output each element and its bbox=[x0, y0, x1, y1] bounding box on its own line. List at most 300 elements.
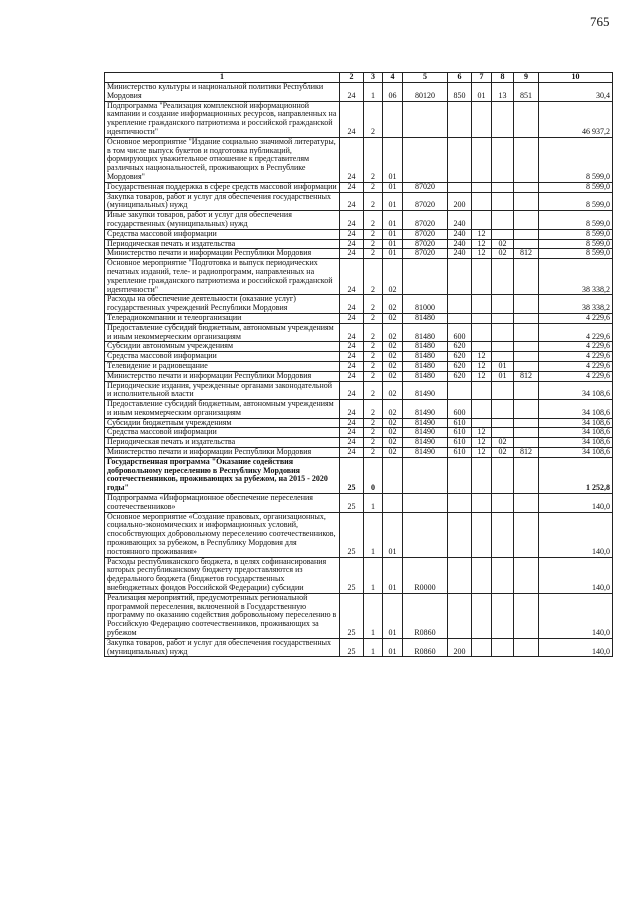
amount-cell: 8 599,0 bbox=[539, 249, 613, 259]
code-cell bbox=[472, 101, 492, 137]
code-cell: 2 bbox=[364, 239, 383, 249]
row-name-cell: Периодическая печать и издательства bbox=[105, 438, 340, 448]
code-cell: 2 bbox=[364, 211, 383, 230]
row-name-cell: Закупка товаров, работ и услуг для обеспечения государственных (муниципальных) нужд bbox=[105, 638, 340, 657]
code-cell bbox=[448, 512, 472, 557]
code-cell: 12 bbox=[472, 361, 492, 371]
code-cell: 850 bbox=[448, 83, 472, 102]
code-cell bbox=[514, 137, 539, 182]
code-cell: 12 bbox=[472, 249, 492, 259]
column-header: 9 bbox=[514, 73, 539, 83]
code-cell: 600 bbox=[448, 400, 472, 419]
row-name-cell: Субсидии автономным учреждениям bbox=[105, 342, 340, 352]
code-cell: 81480 bbox=[403, 323, 448, 342]
row-name-cell: Основное мероприятие "Подготовка и выпуск периодических печатных изданий, теле- и радиопрограмм, направленных на укрепление гражданского патриотизма и российской гражданской идентичности" bbox=[105, 259, 340, 295]
code-cell bbox=[492, 259, 514, 295]
code-cell bbox=[448, 295, 472, 314]
code-cell: 2 bbox=[364, 381, 383, 400]
code-cell: 1 bbox=[364, 557, 383, 593]
code-cell bbox=[514, 381, 539, 400]
code-cell: 01 bbox=[492, 371, 514, 381]
amount-cell: 34 108,6 bbox=[539, 400, 613, 419]
code-cell: 620 bbox=[448, 342, 472, 352]
code-cell bbox=[514, 418, 539, 428]
code-cell: 87020 bbox=[403, 229, 448, 239]
code-cell: 02 bbox=[383, 448, 403, 458]
amount-cell: 30,4 bbox=[539, 83, 613, 102]
table-row bbox=[105, 313, 613, 323]
column-header: 1 bbox=[105, 73, 340, 83]
code-cell bbox=[514, 229, 539, 239]
code-cell: 24 bbox=[340, 295, 364, 314]
code-cell: 200 bbox=[448, 638, 472, 657]
code-cell: 24 bbox=[340, 352, 364, 362]
code-cell: 24 bbox=[340, 239, 364, 249]
code-cell bbox=[472, 557, 492, 593]
code-cell bbox=[514, 557, 539, 593]
row-name-cell: Телерадиокомпании и телеорганизации bbox=[105, 313, 340, 323]
table-row bbox=[105, 211, 613, 230]
code-cell: 2 bbox=[364, 448, 383, 458]
code-cell: 02 bbox=[383, 400, 403, 419]
code-cell: 02 bbox=[492, 249, 514, 259]
amount-cell: 34 108,6 bbox=[539, 448, 613, 458]
code-cell bbox=[492, 101, 514, 137]
row-name-cell: Предоставление субсидий бюджетным, автономным учреждениям и иным некоммерческим организациям bbox=[105, 323, 340, 342]
code-cell: 24 bbox=[340, 371, 364, 381]
code-cell: 24 bbox=[340, 361, 364, 371]
row-name-cell: Средства массовой информации bbox=[105, 229, 340, 239]
table-row bbox=[105, 371, 613, 381]
amount-cell: 4 229,6 bbox=[539, 313, 613, 323]
code-cell bbox=[448, 557, 472, 593]
code-cell bbox=[514, 361, 539, 371]
code-cell: 610 bbox=[448, 448, 472, 458]
code-cell: 2 bbox=[364, 418, 383, 428]
code-cell bbox=[514, 638, 539, 657]
code-cell bbox=[472, 593, 492, 638]
row-name-cell: Периодическая печать и издательства bbox=[105, 239, 340, 249]
code-cell: 81490 bbox=[403, 381, 448, 400]
code-cell bbox=[472, 400, 492, 419]
code-cell: 620 bbox=[448, 352, 472, 362]
column-header: 10 bbox=[539, 73, 613, 83]
code-cell bbox=[492, 457, 514, 493]
code-cell: 24 bbox=[340, 211, 364, 230]
code-cell: 02 bbox=[383, 295, 403, 314]
code-cell bbox=[383, 101, 403, 137]
code-cell bbox=[492, 400, 514, 419]
row-name-cell: Иные закупки товаров, работ и услуг для обеспечения государственных (муниципальных) нужд bbox=[105, 211, 340, 230]
code-cell: 81000 bbox=[403, 295, 448, 314]
code-cell bbox=[492, 313, 514, 323]
code-cell bbox=[472, 418, 492, 428]
code-cell: 2 bbox=[364, 361, 383, 371]
row-name-cell: Основное мероприятие «Создание правовых, организационных, социально-экономических и информационных условий, способствующих добровольному переселению соотечественников, проживающих за рубежом, в Республику Мордовия для постоянного проживания» bbox=[105, 512, 340, 557]
column-header: 5 bbox=[403, 73, 448, 83]
row-name-cell: Субсидии бюджетным учреждениям bbox=[105, 418, 340, 428]
code-cell bbox=[448, 182, 472, 192]
code-cell bbox=[492, 192, 514, 211]
amount-cell: 140,0 bbox=[539, 593, 613, 638]
table-row bbox=[105, 182, 613, 192]
code-cell: R0000 bbox=[403, 557, 448, 593]
row-name-cell: Реализация мероприятий, предусмотренных региональной программой переселения, включенной в Государственную программу по оказанию содействия добровольному переселению в Российскую Федерацию соотечественников, проживающих за рубежом bbox=[105, 593, 340, 638]
code-cell: 2 bbox=[364, 352, 383, 362]
code-cell bbox=[514, 323, 539, 342]
code-cell: 24 bbox=[340, 259, 364, 295]
code-cell bbox=[514, 342, 539, 352]
table-row bbox=[105, 323, 613, 342]
code-cell bbox=[492, 295, 514, 314]
code-cell: 25 bbox=[340, 593, 364, 638]
table-row bbox=[105, 352, 613, 362]
code-cell bbox=[514, 313, 539, 323]
code-cell bbox=[492, 428, 514, 438]
code-cell: 12 bbox=[472, 428, 492, 438]
code-cell: 24 bbox=[340, 381, 364, 400]
code-cell: 02 bbox=[383, 428, 403, 438]
code-cell: 24 bbox=[340, 229, 364, 239]
code-cell bbox=[472, 638, 492, 657]
code-cell: 25 bbox=[340, 494, 364, 513]
code-cell: 610 bbox=[448, 428, 472, 438]
code-cell: 2 bbox=[364, 313, 383, 323]
row-name-cell: Государственная поддержка в сфере средств массовой информации bbox=[105, 182, 340, 192]
code-cell: 620 bbox=[448, 371, 472, 381]
code-cell: 2 bbox=[364, 428, 383, 438]
code-cell: 610 bbox=[448, 438, 472, 448]
code-cell: 01 bbox=[383, 593, 403, 638]
table-row bbox=[105, 512, 613, 557]
code-cell bbox=[514, 211, 539, 230]
code-cell bbox=[514, 494, 539, 513]
code-cell: 24 bbox=[340, 438, 364, 448]
code-cell: 81490 bbox=[403, 438, 448, 448]
row-name-cell: Предоставление субсидий бюджетным, автономным учреждениям и иным некоммерческим организациям bbox=[105, 400, 340, 419]
code-cell bbox=[448, 259, 472, 295]
table-row bbox=[105, 342, 613, 352]
code-cell: 81480 bbox=[403, 361, 448, 371]
code-cell: 240 bbox=[448, 211, 472, 230]
code-cell: 12 bbox=[472, 229, 492, 239]
code-cell: 2 bbox=[364, 101, 383, 137]
code-cell: 24 bbox=[340, 448, 364, 458]
code-cell: 80120 bbox=[403, 83, 448, 102]
code-cell bbox=[472, 182, 492, 192]
code-cell bbox=[383, 457, 403, 493]
code-cell: 1 bbox=[364, 494, 383, 513]
table-row bbox=[105, 83, 613, 102]
row-name-cell: Основное мероприятие "Издание социально значимой литературы, в том числе выпуск букетов и подготовка публикаций, формирующих уважительное отношение к представителям различных национальностей, проживающих в Республике Мордовия" bbox=[105, 137, 340, 182]
amount-cell: 4 229,6 bbox=[539, 352, 613, 362]
code-cell: 01 bbox=[383, 137, 403, 182]
code-cell bbox=[448, 101, 472, 137]
code-cell: 81480 bbox=[403, 313, 448, 323]
table-row bbox=[105, 249, 613, 259]
row-name-cell: Расходы республиканского бюджета, в целях софинансирования которых республиканскому бюджету предоставляются из федерального бюджета (бюджетов государственных внебюджетных фондов Российской Федерации) субсидии bbox=[105, 557, 340, 593]
amount-cell: 34 108,6 bbox=[539, 418, 613, 428]
code-cell: 87020 bbox=[403, 211, 448, 230]
code-cell: 12 bbox=[472, 448, 492, 458]
code-cell bbox=[514, 182, 539, 192]
code-cell bbox=[492, 494, 514, 513]
code-cell: 02 bbox=[383, 342, 403, 352]
amount-cell: 38 338,2 bbox=[539, 259, 613, 295]
code-cell: 610 bbox=[448, 418, 472, 428]
code-cell bbox=[492, 557, 514, 593]
code-cell: 01 bbox=[383, 239, 403, 249]
code-cell bbox=[514, 438, 539, 448]
table-row bbox=[105, 448, 613, 458]
code-cell: 02 bbox=[383, 361, 403, 371]
code-cell: 81490 bbox=[403, 418, 448, 428]
header-row bbox=[105, 73, 613, 83]
code-cell bbox=[472, 295, 492, 314]
column-header: 4 bbox=[383, 73, 403, 83]
code-cell bbox=[514, 512, 539, 557]
table-row bbox=[105, 239, 613, 249]
code-cell: 600 bbox=[448, 323, 472, 342]
code-cell bbox=[472, 323, 492, 342]
amount-cell: 4 229,6 bbox=[539, 342, 613, 352]
code-cell: 01 bbox=[383, 182, 403, 192]
code-cell: 02 bbox=[492, 438, 514, 448]
code-cell: 25 bbox=[340, 512, 364, 557]
amount-cell: 140,0 bbox=[539, 512, 613, 557]
code-cell: 81490 bbox=[403, 400, 448, 419]
code-cell: 24 bbox=[340, 418, 364, 428]
code-cell: 24 bbox=[340, 428, 364, 438]
code-cell: 1 bbox=[364, 512, 383, 557]
code-cell: 87020 bbox=[403, 182, 448, 192]
code-cell: 2 bbox=[364, 137, 383, 182]
code-cell: 25 bbox=[340, 457, 364, 493]
code-cell: 2 bbox=[364, 192, 383, 211]
code-cell: 812 bbox=[514, 448, 539, 458]
code-cell bbox=[492, 229, 514, 239]
table-row bbox=[105, 259, 613, 295]
code-cell: 02 bbox=[383, 259, 403, 295]
amount-cell: 4 229,6 bbox=[539, 371, 613, 381]
code-cell: 13 bbox=[492, 83, 514, 102]
code-cell bbox=[492, 323, 514, 342]
code-cell: 02 bbox=[383, 323, 403, 342]
row-name-cell: Министерство культуры и национальной политики Республики Мордовия bbox=[105, 83, 340, 102]
table-row bbox=[105, 229, 613, 239]
table-row bbox=[105, 457, 613, 493]
code-cell: 12 bbox=[472, 352, 492, 362]
code-cell bbox=[472, 342, 492, 352]
code-cell: 24 bbox=[340, 323, 364, 342]
code-cell bbox=[448, 593, 472, 638]
row-name-cell: Средства массовой информации bbox=[105, 352, 340, 362]
code-cell: 240 bbox=[448, 249, 472, 259]
code-cell bbox=[492, 381, 514, 400]
code-cell bbox=[492, 352, 514, 362]
amount-cell: 1 252,8 bbox=[539, 457, 613, 493]
amount-cell: 8 599,0 bbox=[539, 137, 613, 182]
code-cell: 87020 bbox=[403, 192, 448, 211]
row-name-cell: Периодические издания, учрежденные органами законодательной и исполнительной власти bbox=[105, 381, 340, 400]
code-cell: 01 bbox=[492, 361, 514, 371]
amount-cell: 4 229,6 bbox=[539, 361, 613, 371]
code-cell: 02 bbox=[383, 438, 403, 448]
table-row bbox=[105, 192, 613, 211]
code-cell bbox=[383, 494, 403, 513]
code-cell: 24 bbox=[340, 313, 364, 323]
code-cell: 1 bbox=[364, 638, 383, 657]
amount-cell: 34 108,6 bbox=[539, 428, 613, 438]
code-cell bbox=[492, 342, 514, 352]
code-cell bbox=[403, 259, 448, 295]
code-cell: 02 bbox=[383, 352, 403, 362]
code-cell bbox=[403, 494, 448, 513]
row-name-cell: Министерство печати и информации Республики Мордовия bbox=[105, 249, 340, 259]
code-cell bbox=[514, 428, 539, 438]
code-cell: 87020 bbox=[403, 249, 448, 259]
code-cell: 812 bbox=[514, 371, 539, 381]
amount-cell: 34 108,6 bbox=[539, 381, 613, 400]
code-cell: 02 bbox=[383, 418, 403, 428]
row-name-cell: Подпрограмма "Реализация комплексной информационной кампании и создание информационных ресурсов, направленных на укрепление гражданского патриотизма и российской гражданской идентичности" bbox=[105, 101, 340, 137]
code-cell: 01 bbox=[383, 638, 403, 657]
amount-cell: 46 937,2 bbox=[539, 101, 613, 137]
table-row bbox=[105, 400, 613, 419]
code-cell bbox=[514, 295, 539, 314]
code-cell bbox=[472, 313, 492, 323]
code-cell: 25 bbox=[340, 638, 364, 657]
code-cell: 1 bbox=[364, 83, 383, 102]
table-row bbox=[105, 381, 613, 400]
code-cell bbox=[403, 512, 448, 557]
code-cell bbox=[403, 101, 448, 137]
code-cell: 2 bbox=[364, 249, 383, 259]
code-cell: 24 bbox=[340, 101, 364, 137]
amount-cell: 8 599,0 bbox=[539, 192, 613, 211]
table-row bbox=[105, 557, 613, 593]
code-cell bbox=[472, 211, 492, 230]
code-cell: 25 bbox=[340, 557, 364, 593]
code-cell: 81490 bbox=[403, 448, 448, 458]
code-cell: 2 bbox=[364, 259, 383, 295]
amount-cell: 140,0 bbox=[539, 638, 613, 657]
code-cell: 240 bbox=[448, 239, 472, 249]
code-cell: 01 bbox=[383, 211, 403, 230]
code-cell bbox=[472, 192, 492, 211]
code-cell: 12 bbox=[472, 239, 492, 249]
code-cell: R0860 bbox=[403, 593, 448, 638]
code-cell bbox=[492, 182, 514, 192]
code-cell bbox=[514, 400, 539, 419]
code-cell: 01 bbox=[383, 512, 403, 557]
row-name-cell: Подпрограмма «Информационное обеспечение переселения соотечественников» bbox=[105, 494, 340, 513]
code-cell: 24 bbox=[340, 400, 364, 419]
code-cell: 0 bbox=[364, 457, 383, 493]
code-cell: 24 bbox=[340, 182, 364, 192]
code-cell bbox=[472, 494, 492, 513]
table-row bbox=[105, 101, 613, 137]
row-name-cell: Государственная программа "Оказание содействия добровольному переселению в Республику Мордовия соотечественников, проживающих за рубежом, на 2015 - 2020 годы" bbox=[105, 457, 340, 493]
code-cell: 02 bbox=[492, 448, 514, 458]
code-cell bbox=[472, 259, 492, 295]
amount-cell: 8 599,0 bbox=[539, 229, 613, 239]
code-cell bbox=[514, 239, 539, 249]
code-cell bbox=[492, 418, 514, 428]
code-cell: 06 bbox=[383, 83, 403, 102]
code-cell: 81480 bbox=[403, 352, 448, 362]
code-cell: 812 bbox=[514, 249, 539, 259]
code-cell: 12 bbox=[472, 438, 492, 448]
row-name-cell: Закупка товаров, работ и услуг для обеспечения государственных (муниципальных) нужд bbox=[105, 192, 340, 211]
row-name-cell: Средства массовой информации bbox=[105, 428, 340, 438]
code-cell bbox=[492, 512, 514, 557]
amount-cell: 8 599,0 bbox=[539, 211, 613, 230]
code-cell bbox=[472, 457, 492, 493]
amount-cell: 140,0 bbox=[539, 557, 613, 593]
amount-cell: 140,0 bbox=[539, 494, 613, 513]
code-cell: 01 bbox=[383, 249, 403, 259]
code-cell bbox=[514, 593, 539, 638]
code-cell: 81480 bbox=[403, 371, 448, 381]
code-cell: 2 bbox=[364, 371, 383, 381]
code-cell bbox=[492, 593, 514, 638]
row-name-cell: Расходы на обеспечение деятельности (оказание услуг) государственных учреждений Республики Мордовия bbox=[105, 295, 340, 314]
code-cell bbox=[448, 137, 472, 182]
table-row bbox=[105, 638, 613, 657]
code-cell bbox=[514, 259, 539, 295]
amount-cell: 8 599,0 bbox=[539, 182, 613, 192]
row-name-cell: Министерство печати и информации Республики Мордовия bbox=[105, 371, 340, 381]
code-cell: 87020 bbox=[403, 239, 448, 249]
code-cell: R0860 bbox=[403, 638, 448, 657]
code-cell: 200 bbox=[448, 192, 472, 211]
code-cell: 01 bbox=[383, 229, 403, 239]
code-cell: 2 bbox=[364, 400, 383, 419]
code-cell: 81480 bbox=[403, 342, 448, 352]
budget-table bbox=[104, 72, 613, 657]
code-cell bbox=[403, 457, 448, 493]
amount-cell: 8 599,0 bbox=[539, 239, 613, 249]
code-cell bbox=[472, 381, 492, 400]
code-cell bbox=[448, 381, 472, 400]
table-row bbox=[105, 494, 613, 513]
code-cell: 02 bbox=[383, 381, 403, 400]
row-name-cell: Телевидение и радиовещание bbox=[105, 361, 340, 371]
code-cell: 01 bbox=[472, 83, 492, 102]
column-header: 6 bbox=[448, 73, 472, 83]
code-cell: 24 bbox=[340, 83, 364, 102]
table-row bbox=[105, 361, 613, 371]
code-cell bbox=[492, 211, 514, 230]
amount-cell: 4 229,6 bbox=[539, 323, 613, 342]
code-cell bbox=[514, 457, 539, 493]
code-cell bbox=[472, 512, 492, 557]
code-cell: 02 bbox=[383, 371, 403, 381]
code-cell: 620 bbox=[448, 361, 472, 371]
code-cell: 24 bbox=[340, 249, 364, 259]
page-number: 765 bbox=[590, 14, 610, 29]
table-row bbox=[105, 593, 613, 638]
amount-cell: 38 338,2 bbox=[539, 295, 613, 314]
code-cell: 24 bbox=[340, 342, 364, 352]
column-header: 2 bbox=[340, 73, 364, 83]
code-cell: 2 bbox=[364, 182, 383, 192]
code-cell: 851 bbox=[514, 83, 539, 102]
code-cell: 02 bbox=[383, 313, 403, 323]
table-row bbox=[105, 418, 613, 428]
column-header: 7 bbox=[472, 73, 492, 83]
